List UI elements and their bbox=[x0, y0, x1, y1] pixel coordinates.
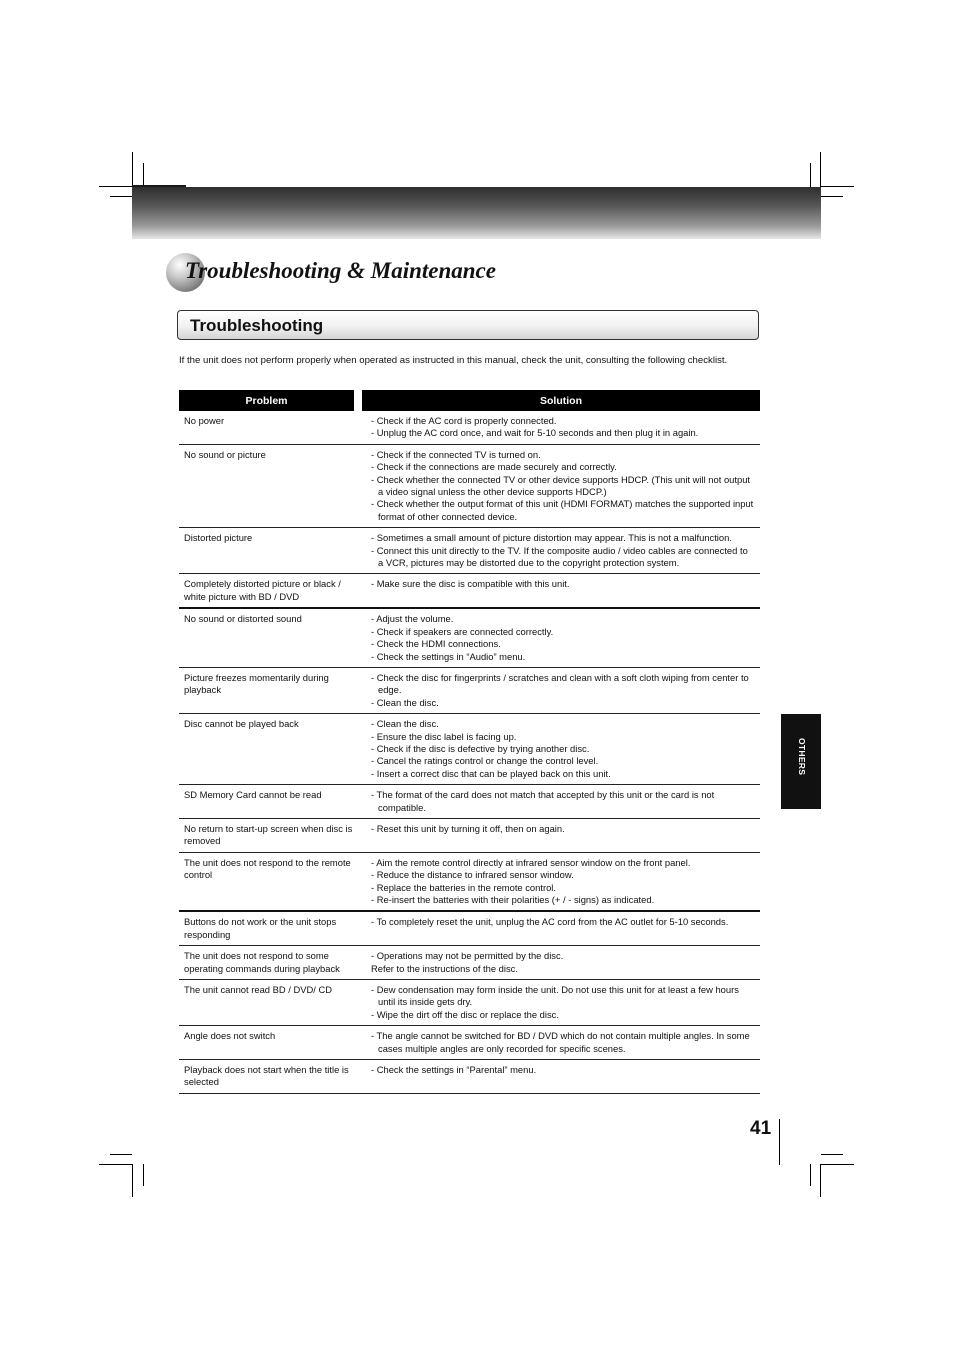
solution-cell bbox=[367, 857, 760, 907]
crop-mark bbox=[99, 186, 132, 187]
problem-cell: Disc cannot be played back bbox=[184, 718, 299, 730]
table-row bbox=[179, 853, 760, 913]
crop-mark bbox=[99, 1164, 132, 1165]
problem-cell: The unit does not respond to the remote control bbox=[184, 856, 351, 881]
solution-line: - The angle cannot be switched for BD / DVD which do not contain multiple angles. In some cases multiple angles are only recorded for specific scenes. bbox=[371, 1030, 750, 1054]
solution-cell bbox=[367, 1030, 760, 1055]
troubleshooting-table bbox=[179, 390, 760, 1094]
solution-line: - Connect this unit directly to the TV. If the composite audio / video cables are connected to a VCR, pictures may be distorted due to the copyright protection system. bbox=[371, 544, 748, 569]
table-row bbox=[179, 1060, 760, 1094]
problem-cell: No power bbox=[184, 415, 225, 426]
table-row bbox=[179, 609, 760, 668]
table-row bbox=[179, 785, 760, 819]
crop-mark bbox=[810, 163, 811, 187]
table-row bbox=[179, 528, 760, 574]
solution-cell bbox=[367, 718, 760, 780]
solution-column-header: Solution bbox=[362, 390, 760, 411]
solution-line: - Check if the connected TV is turned on. bbox=[371, 448, 541, 460]
crop-mark bbox=[821, 1154, 843, 1155]
solution-line: - Insert a correct disc that can be played back on this unit. bbox=[371, 767, 611, 779]
header-banner bbox=[132, 187, 821, 239]
table-row bbox=[179, 980, 760, 1026]
table-row bbox=[179, 912, 760, 946]
solution-line: - Re-insert the batteries with their polarities (+ / - signs) as indicated. bbox=[371, 894, 655, 905]
problem-cell: Playback does not start when the title is selected bbox=[184, 1064, 349, 1088]
solution-line: - Check the disc for fingerprints / scratches and clean with a soft cloth wiping from center to edge. bbox=[371, 671, 749, 696]
problem-cell: No sound or picture bbox=[184, 448, 266, 460]
solution-line: - Ensure the disc label is facing up. bbox=[371, 730, 517, 742]
page-title: Troubleshooting & Maintenance bbox=[185, 258, 496, 283]
crop-mark bbox=[810, 1164, 811, 1186]
table-row bbox=[179, 1026, 760, 1060]
crop-mark bbox=[132, 152, 133, 187]
solution-line: - Unplug the AC cord once, and wait for 5-10 seconds and then plug it in again. bbox=[371, 427, 699, 439]
page-number: 41 bbox=[750, 1118, 772, 1139]
problem-cell: No return to start-up screen when disc is removed bbox=[184, 822, 353, 847]
solution-line: - Check if the connections are made securely and correctly. bbox=[371, 461, 617, 473]
problem-cell: SD Memory Card cannot be read bbox=[184, 789, 322, 801]
table-row bbox=[179, 946, 760, 980]
solution-line: - To completely reset the unit, unplug the AC cord from the AC outlet for 5-10 seconds. bbox=[371, 916, 729, 928]
problem-cell: No sound or distorted sound bbox=[184, 613, 302, 625]
section-heading-box bbox=[177, 310, 759, 340]
crop-mark bbox=[821, 186, 854, 187]
solution-cell bbox=[367, 984, 760, 1021]
table-body bbox=[179, 411, 760, 1094]
side-tab-label: OTHERS bbox=[797, 738, 807, 776]
solution-line: - Sometimes a small amount of picture distortion may appear. This is not a malfunction. bbox=[371, 532, 732, 544]
solution-cell bbox=[367, 789, 760, 814]
problem-column-header: Problem bbox=[179, 390, 354, 411]
solution-line: - Replace the batteries in the remote control. bbox=[371, 881, 556, 893]
solution-line: - Check if the disc is defective by trying another disc. bbox=[371, 742, 590, 754]
solution-line: - Reduce the distance to infrared sensor window. bbox=[371, 869, 574, 881]
table-row bbox=[179, 445, 760, 528]
solution-line: Refer to the instructions of the disc. bbox=[371, 962, 518, 974]
solution-line: - Clean the disc. bbox=[371, 696, 439, 708]
problem-cell: The unit does not respond to some operating commands during playback bbox=[184, 950, 340, 974]
solution-cell bbox=[367, 672, 760, 709]
solution-cell bbox=[367, 415, 760, 440]
crop-mark bbox=[110, 196, 132, 197]
table-header bbox=[179, 390, 760, 411]
solution-cell bbox=[367, 532, 760, 569]
page-number-rule bbox=[779, 1119, 780, 1165]
solution-cell bbox=[367, 578, 760, 603]
crop-mark bbox=[821, 1164, 854, 1165]
table-row bbox=[179, 668, 760, 714]
solution-line: - Check if the AC cord is properly connected. bbox=[371, 415, 557, 426]
section-heading: Troubleshooting bbox=[190, 316, 324, 335]
section-side-tab bbox=[781, 714, 821, 809]
intro-paragraph: If the unit does not perform properly when operated as instructed in this manual, check the unit, consulting the following checklist. bbox=[179, 355, 728, 366]
crop-mark bbox=[143, 163, 144, 187]
solution-cell bbox=[367, 916, 760, 941]
solution-line: - Check the HDMI connections. bbox=[371, 638, 501, 650]
solution-line: - Wipe the dirt off the disc or replace the disc. bbox=[371, 1008, 559, 1020]
problem-cell: The unit cannot read BD / DVD/ CD bbox=[184, 984, 332, 996]
solution-line: - Cancel the ratings control or change the control level. bbox=[371, 755, 599, 767]
crop-mark bbox=[820, 1164, 821, 1197]
problem-cell: Angle does not switch bbox=[184, 1030, 276, 1042]
solution-line: - Check the settings in “Audio” menu. bbox=[371, 650, 526, 662]
solution-cell bbox=[367, 449, 760, 523]
crop-mark bbox=[132, 1164, 133, 1197]
solution-cell bbox=[367, 613, 760, 663]
problem-cell: Completely distorted picture or black / white picture with BD / DVD bbox=[184, 578, 341, 602]
solution-line: - The format of the card does not match that accepted by this unit or the card is not compatible. bbox=[371, 789, 715, 813]
solution-cell bbox=[367, 823, 760, 848]
problem-cell: Picture freezes momentarily during playback bbox=[184, 671, 329, 696]
table-row bbox=[179, 819, 760, 853]
solution-line: - Dew condensation may form inside the unit. Do not use this unit for at least a few hours until its inside gets dry. bbox=[371, 984, 739, 1008]
crop-mark bbox=[821, 196, 843, 197]
table-row bbox=[179, 411, 760, 445]
solution-line: - Check if speakers are connected correctly. bbox=[371, 625, 554, 637]
solution-line: - Check whether the output format of this unit (HDMI FORMAT) matches the supported input format of other connected device. bbox=[371, 498, 754, 522]
crop-mark bbox=[110, 1154, 132, 1155]
solution-line: - Aim the remote control directly at infrared sensor window on the front panel. bbox=[371, 856, 691, 868]
problem-cell: Buttons do not work or the unit stops responding bbox=[184, 916, 337, 940]
solution-line: - Make sure the disc is compatible with this unit. bbox=[371, 578, 570, 590]
solution-cell bbox=[367, 1064, 760, 1089]
problem-cell: Distorted picture bbox=[184, 532, 253, 544]
solution-cell bbox=[367, 950, 760, 975]
solution-line: - Check whether the connected TV or other device supports HDCP. (This unit will not output a video signal unless the other device supports HDCP.) bbox=[371, 473, 751, 498]
solution-line: - Operations may not be permitted by the disc. bbox=[371, 950, 564, 962]
table-row bbox=[179, 574, 760, 609]
solution-line: - Reset this unit by turning it off, then on again. bbox=[371, 822, 565, 834]
solution-line: - Adjust the volume. bbox=[371, 613, 454, 625]
crop-mark bbox=[143, 1164, 144, 1186]
solution-line: - Check the settings in “Parental” menu. bbox=[371, 1064, 537, 1076]
solution-line: - Clean the disc. bbox=[371, 718, 439, 730]
crop-mark bbox=[820, 152, 821, 187]
table-row bbox=[179, 714, 760, 785]
